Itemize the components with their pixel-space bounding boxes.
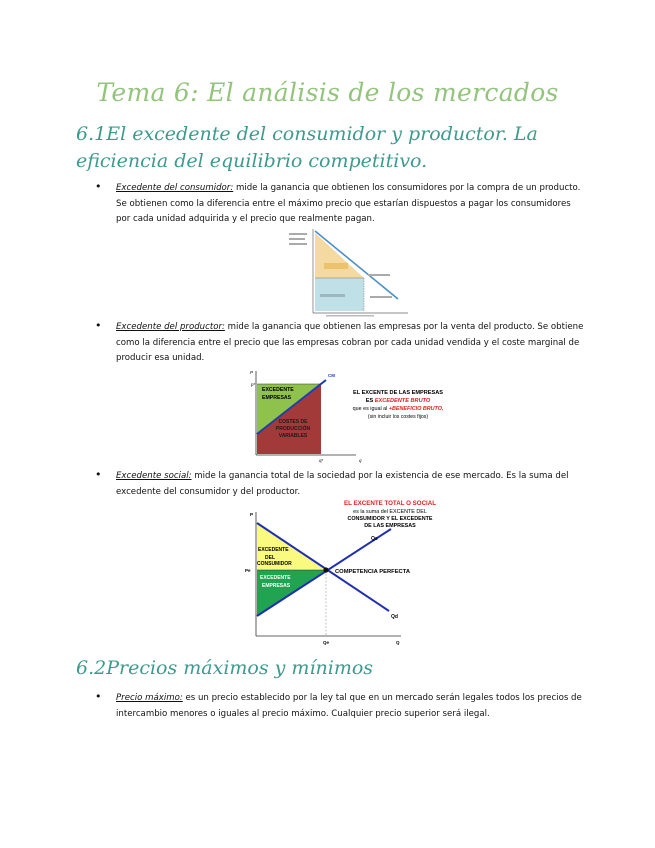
axis-p-label: P <box>250 370 254 375</box>
term-social-surplus: Excedente social: <box>116 471 192 481</box>
region-label: EXCEDENTE <box>260 575 291 581</box>
region-label: EMPRESAS <box>262 395 292 401</box>
price-label: Pe <box>245 568 251 573</box>
demand-curve-label: Qd <box>391 614 398 620</box>
term-consumer-surplus: Excedente del consumidor: <box>116 183 234 193</box>
region-label: EXCEDENTE <box>262 387 294 393</box>
definition-text: mide la ganancia que obtienen los consumidores por la compra de un producto. Se obtienen como la diferencia entre el máximo precio que estarían dispuestos a pagar los consumidores por cada unidad adquirida y el precio que realmente pagan. <box>116 183 581 225</box>
section-heading-line: eficiencia del equilibrio competitivo. <box>76 150 428 172</box>
term-producer-surplus: Excedente del productor: <box>116 322 225 332</box>
producer-surplus-figure <box>246 367 458 467</box>
note-text <box>353 406 444 412</box>
page-title: Tema 6: El análisis de los mercados <box>96 78 559 107</box>
region-label: VARIABLES <box>278 433 308 439</box>
note-text: (sin incluir los costes fijos) <box>367 414 429 420</box>
bullet-dot: • <box>95 690 102 703</box>
bullet-social-surplus <box>116 469 586 500</box>
bullet-price-ceiling <box>116 691 586 722</box>
axis-q-label: Q <box>396 640 400 645</box>
note-text: que es igual al <box>352 406 389 412</box>
axis-p-label: P <box>250 512 254 517</box>
note-text: es la suma del EXCENTE DEL <box>353 509 427 515</box>
section-heading-6-1 <box>76 121 538 175</box>
definition-text: mide la ganancia total de la sociedad por la existencia de ese mercado. Es la suma del excedente del consumidor y del productor. <box>116 471 569 497</box>
bullet-dot: • <box>95 319 102 332</box>
quantity-label: q* <box>319 458 324 463</box>
definition-text: es un precio establecido por la ley tal que en un mercado serán legales todos los precios de intercambio menores o iguales al precio máximo. Cualquier precio superior será ilegal. <box>116 693 582 719</box>
note-text <box>366 398 431 404</box>
note-text: +BENEFICIO BRUTO, <box>388 406 444 412</box>
bullet-dot: • <box>95 180 102 193</box>
section-heading-6-2: 6.2Precios máximos y mínimos <box>76 657 374 679</box>
note-text: ES <box>365 398 375 404</box>
definition-text: mide la ganancia que obtienen las empresas por la venta del producto. Se obtiene como la diferencia entre el precio que las empresas cobran por cada unidad vendida y el coste marginal de producir esa unidad. <box>116 322 584 364</box>
region-label: EXCEDENTE <box>258 547 289 553</box>
bullet-producer-surplus <box>116 320 586 367</box>
region-label: DEL <box>265 555 275 561</box>
price-label: p* <box>251 382 256 387</box>
supply-curve-label: Qs <box>371 536 378 542</box>
section-heading-line: 6.1El excedente del consumidor y productor. La <box>76 123 538 145</box>
note-text: DE LAS EMPRESAS <box>364 523 416 529</box>
region-label: PRODUCCIÓN <box>275 426 311 432</box>
bullet-dot: • <box>95 468 102 481</box>
quantity-label: Qe <box>323 640 330 645</box>
consumer-surplus-figure <box>286 227 410 317</box>
note-text: EXCEDENTE BRUTO <box>374 398 431 404</box>
region-label: COSTES DE <box>278 419 308 425</box>
note-text: CONSUMIDOR Y EL EXCEDENTE <box>347 516 433 522</box>
note-text: EL EXCENTE DE LAS EMPRESAS <box>352 390 444 396</box>
equilibrium-label: COMPETENCIA PERFECTA <box>335 569 411 575</box>
mc-curve-label: CM <box>328 373 335 378</box>
region-label: CONSUMIDOR <box>257 561 292 567</box>
axis-q-label: q <box>359 458 362 463</box>
bullet-consumer-surplus <box>116 181 586 228</box>
region-label: EMPRESAS <box>262 583 291 589</box>
term-price-ceiling: Precio máximo: <box>116 693 183 703</box>
note-text: EL EXCENTE TOTAL O SOCIAL <box>343 500 437 507</box>
social-surplus-figure <box>243 498 465 648</box>
